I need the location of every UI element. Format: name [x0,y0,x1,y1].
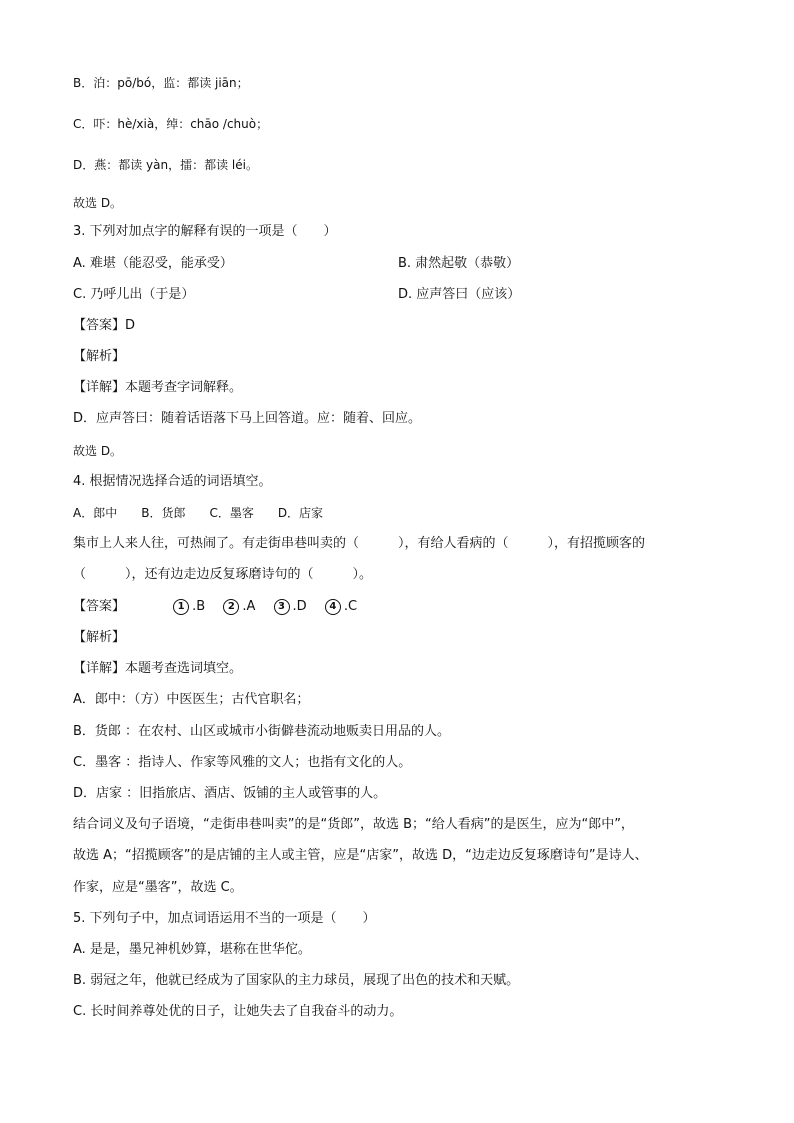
q4-paragraph-line-1: 集市上人来人往，可热闹了。有走街串巷叫卖的（ ），有给人看病的（ ），有招揽顾客的 [73,536,646,551]
q5-option-a: A. 是是，墨兄神机妙算，堪称在世华佗。 [73,942,311,957]
q4-b-explanation: B．货郎 ：在农村、山区或城市小街僻巷流动地贩卖日用品的人。 [73,724,451,739]
q4-detail: 【详解】本题考查选词填空。 [73,661,243,676]
q4-answer-4 [325,598,357,616]
q4-summary-line-3: 作家，应是“墨客”，故选 C。 [73,880,243,895]
q3-d-explanation: D．应声答曰：随着话语落下马上回答道。应：随着、回应。 [73,411,422,426]
q3-choose: 故选 D。 [73,444,123,458]
circled-number-2: 2 [223,599,239,615]
q4-d-explanation: D．店家 ：旧指旅店、酒店、饭铺的主人或管事的人。 [73,786,387,801]
q3-analysis-heading: 【解析】 [73,349,126,364]
q4-answer-1 [173,598,205,616]
circled-number-3: 3 [274,599,290,615]
q3-stem: 3. 下列对加点字的解释有误的一项是（ ） [73,224,337,239]
q4-analysis-heading: 【解析】 [73,630,126,645]
q4-c-explanation: C．墨客 ：指诗人、作家等风雅的文人；也指有文化的人。 [73,755,412,770]
q4-a-explanation: A．郎中：（方）中医医生；古代官职名； [73,692,310,707]
option-d-pinyin: D．燕：都读 yàn，擂：都读 léi。 [73,158,258,172]
q3-option-a: A. 难堪（能忍受，能承受） [73,256,233,271]
q4-stem: 4. 根据情况选择合适的词语填空。 [73,474,272,489]
option-c-pinyin: C．吓：hè/xià，绰：chāo /chuò； [73,117,269,131]
q4-answer-row [73,598,357,616]
circled-number-4: 4 [325,599,341,615]
q4-paragraph-line-2: （ ），还有边走边反复琢磨诗句的（ ）。 [73,567,373,582]
q4-answer-tag: 【答案】 [73,599,126,614]
q4-answer-4-value: .C [343,599,358,614]
q4-answer-3-value: .D [292,599,307,614]
q4-answer-3 [274,598,307,616]
choose-d: 故选 D。 [73,196,123,210]
q4-answer-2-value: .A [242,599,256,614]
option-b-pinyin: B．泊：pō/bó，监：都读 jiān； [73,76,249,90]
q4-options: A．郎中 B．货郎 C．墨客 D．店家 [73,506,324,520]
q3-option-c: C. 乃呼儿出（于是） [73,287,195,302]
q3-option-b: B. 肃然起敬（恭敬） [398,256,520,271]
q4-answer-1-value: .B [192,599,206,614]
q4-summary-line-1: 结合词义及句子语境，“走街串巷叫卖”的是“货郎”，故选 B；“给人看病”的是医生，应为“郎中”， [73,817,634,832]
q3-answer: 【答案】D [73,318,136,333]
q4-answer-2 [223,598,255,616]
q3-option-d: D. 应声答曰（应该） [398,287,521,302]
q5-stem: 5. 下列句子中，加点词语运用不当的一项是（ ） [73,911,376,926]
q5-option-c: C. 长时间养尊处优的日子，让她失去了自我奋斗的动力。 [73,1004,403,1019]
q3-detail: 【详解】本题考查字词解释。 [73,380,243,395]
q4-summary-line-2: 故选 A；“招揽顾客”的是店铺的主人或主管，应是“店家”，故选 D，“边走边反复琢磨诗句”是诗人、 [73,848,648,863]
q5-option-b: B. 弱冠之年，他就已经成为了国家队的主力球员，展现了出色的技术和天赋。 [73,973,520,988]
circled-number-1: 1 [173,599,189,615]
